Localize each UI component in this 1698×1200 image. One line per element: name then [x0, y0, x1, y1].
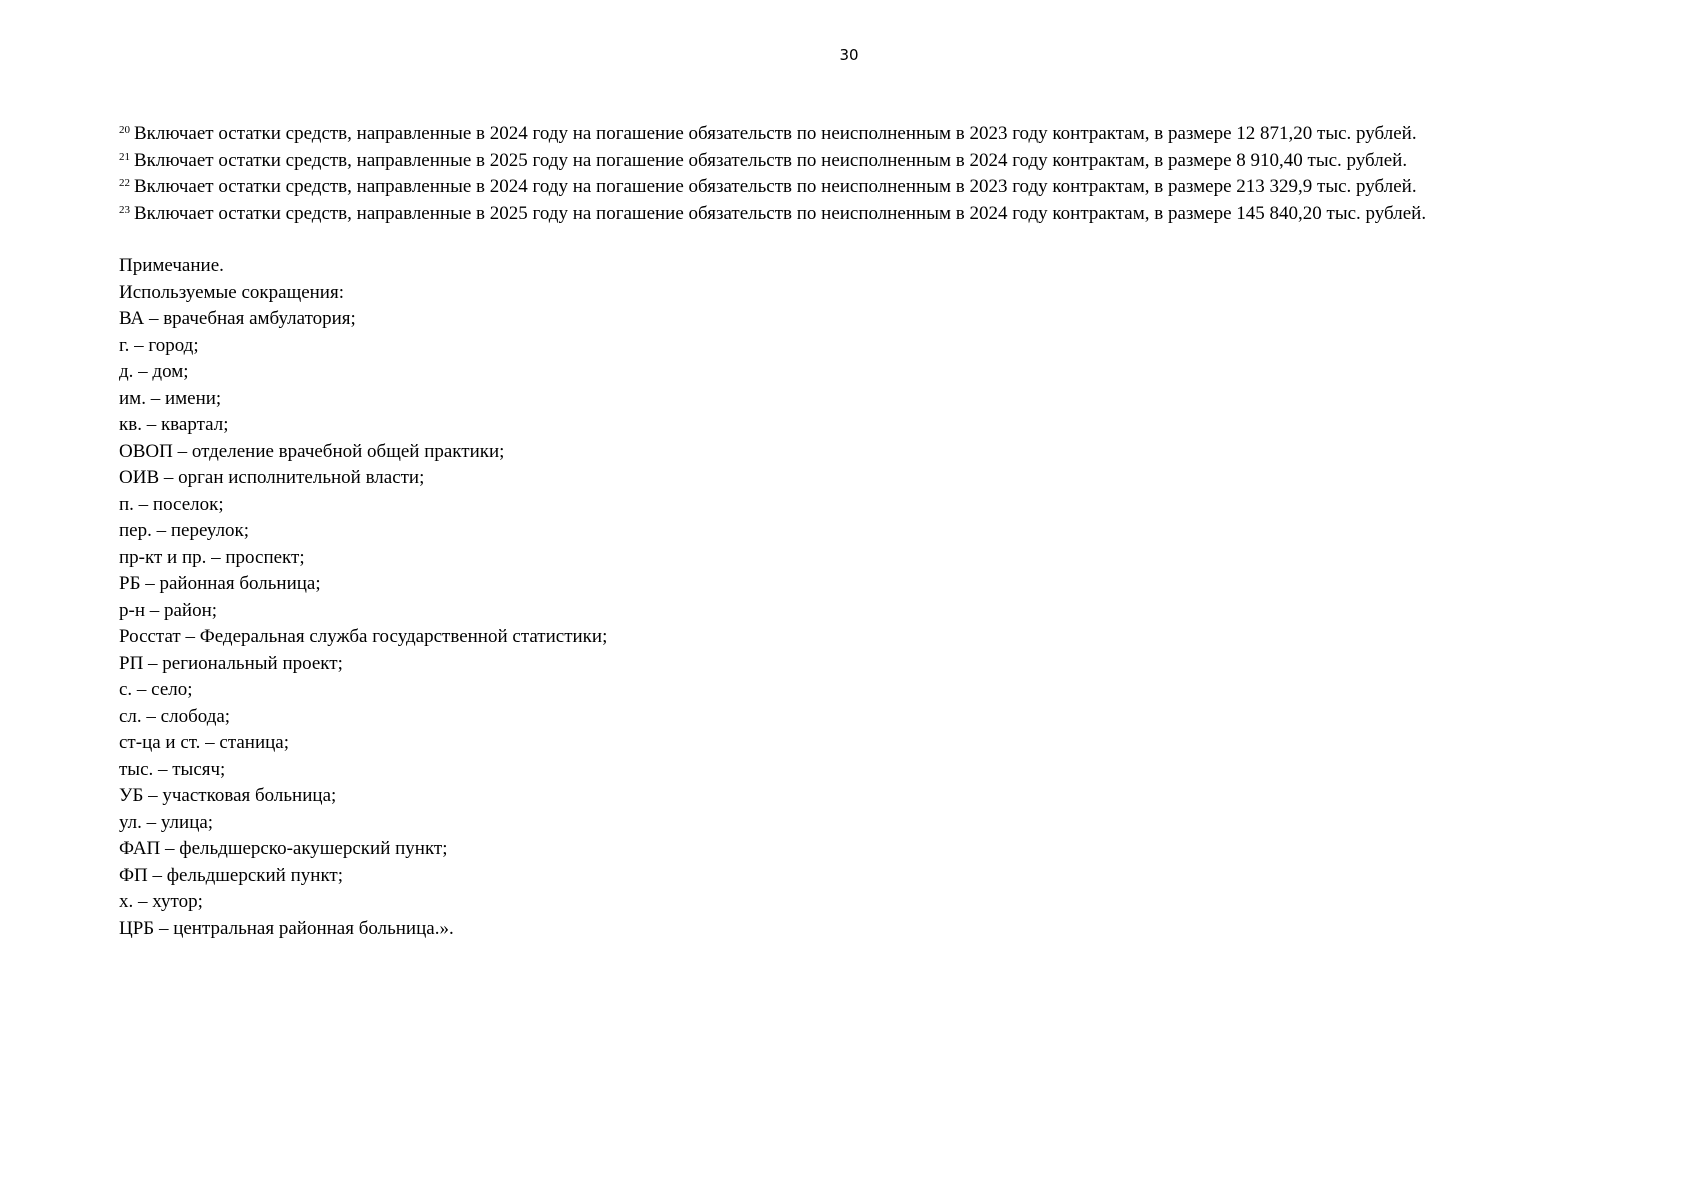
abbreviation-item: ОВОП – отделение врачебной общей практики;: [119, 440, 505, 462]
footnote-23: [119, 201, 1639, 228]
note-heading: Примечание.: [119, 255, 224, 276]
abbreviation-item: тыс. – тысяч;: [119, 758, 226, 780]
footnotes-block: [119, 121, 1639, 227]
abbreviation-item: ОИВ – орган исполнительной власти;: [119, 467, 425, 488]
footnote-21: [119, 148, 1639, 175]
abbreviation-item: ст-ца и ст. – станица;: [119, 732, 290, 753]
abbreviation-item: ЦРБ – центральная районная больница.».: [119, 917, 454, 939]
abbreviation-item: РБ – районная больница;: [119, 573, 321, 594]
abbreviations-heading: Используемые сокращения:: [119, 281, 344, 303]
footnote-text: Включает остатки средств, направленные в 2024 году на погашение обязательств по неисполненным в 2023 году контрактам, в размере 12 871,20 тыс. рублей.: [134, 123, 1417, 144]
footnote-marker: 21: [119, 150, 130, 163]
abbreviation-item: ФАП – фельдшерско-акушерский пункт;: [119, 838, 448, 859]
abbreviation-item: с. – село;: [119, 679, 193, 700]
abbreviation-item: УБ – участковая больница;: [119, 785, 337, 806]
abbreviation-item: ВА – врачебная амбулатория;: [119, 308, 356, 329]
abbreviation-item: РП – региональный проект;: [119, 652, 343, 674]
footnote-marker: 20: [119, 124, 130, 136]
footnote-20: [119, 121, 1639, 148]
abbreviation-item: пр-кт и пр. – проспект;: [119, 546, 305, 568]
abbreviation-item: ул. – улица;: [119, 811, 214, 833]
abbreviation-item: ФП – фельдшерский пункт;: [119, 864, 344, 886]
page-number: 30: [839, 46, 859, 64]
abbreviation-item: д. – дом;: [119, 361, 189, 382]
abbreviation-item: г. – город;: [119, 334, 199, 356]
abbreviation-item: р-н – район;: [119, 599, 218, 621]
footnote-marker: 22: [119, 177, 130, 189]
abbreviation-item: пер. – переулок;: [119, 520, 250, 541]
footnote-text: Включает остатки средств, направленные в 2025 году на погашение обязательств по неисполненным в 2024 году контрактам, в размере 8 910,40 тыс. рублей.: [134, 149, 1408, 171]
abbreviation-item: сл. – слобода;: [119, 705, 231, 727]
abbreviation-item: Росстат – Федеральная служба государственной статистики;: [119, 626, 608, 647]
abbreviation-item: им. – имени;: [119, 387, 222, 409]
note-block: [119, 253, 1319, 942]
abbreviation-item: кв. – квартал;: [119, 414, 229, 435]
footnote-text: Включает остатки средств, направленные в 2024 году на погашение обязательств по неисполненным в 2023 году контрактам, в размере 213 329,9 тыс. рублей.: [134, 176, 1417, 197]
footnote-22: [119, 174, 1639, 201]
abbreviation-item: п. – поселок;: [119, 493, 224, 515]
footnote-text: Включает остатки средств, направленные в 2025 году на погашение обязательств по неисполненным в 2024 году контрактам, в размере 145 840,20 тыс. рублей.: [134, 202, 1427, 224]
abbreviation-item: х. – хутор;: [119, 891, 203, 912]
footnote-marker: 23: [119, 203, 130, 216]
